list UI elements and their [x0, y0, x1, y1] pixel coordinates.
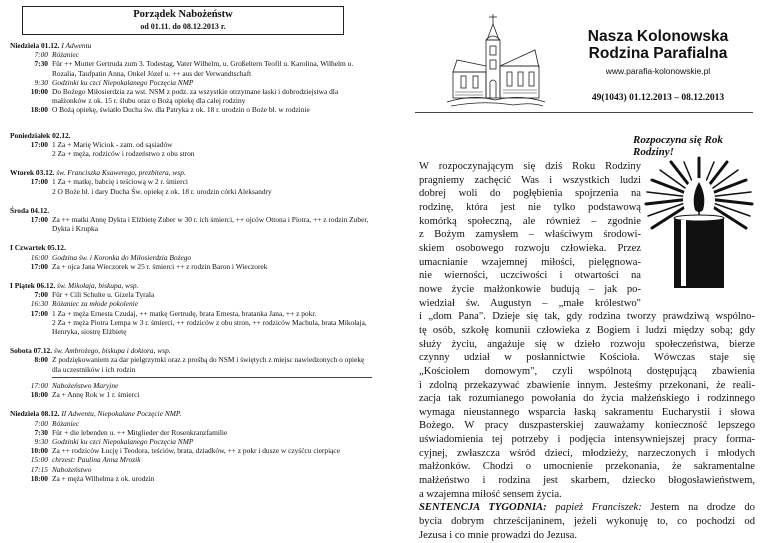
mass-entry — [10, 474, 372, 483]
mass-entry — [10, 290, 372, 299]
mass-time: 7:00 — [34, 418, 48, 428]
sentence-line-3: Jezusa i co mnie prowadzi do Jezusa. — [419, 529, 577, 541]
mass-entry — [10, 253, 372, 262]
mass-intention: Do Bożego Miłosierdzia za wst. NSM z podz. za wszystkie otrzymane łaski i dobrodziejstwa dla małżonków z ok. 15 r. ślubu oraz o Bożą opiekę dla całej rodziny — [52, 87, 339, 106]
mass-time: 10:00 — [30, 87, 48, 97]
day-date: Poniedziałek 02.12. — [10, 130, 71, 140]
article-body — [419, 160, 755, 542]
title-line-1: Nasza Kolonowska — [587, 28, 729, 45]
mass-intention: 2 Za + męża Piotra Lempa w 3 r. śmierci, ++ rodziców z obu stron, ++ rodziców Machula, brata Mikołaja, Henryka, siostrę Elżbietę — [52, 317, 367, 337]
mass-entry — [10, 437, 372, 446]
day-date: I Piątek 06.12. — [10, 281, 56, 291]
newsletter-title — [563, 28, 753, 62]
article-line: „Kościołem domowym", czyli wspólnotą dostępującą zbawienia — [419, 365, 755, 377]
mass-time: 17:00 — [30, 139, 48, 149]
mass-intention: Za ++ matki Annę Dykta i Elżbietę Zuber w 30 r. ich śmierci, ++ ojców Ottona i Piotra, ++ z rodzin Zuber, Dykta i Krupka — [52, 215, 369, 234]
mass-intention: Z podziękowaniem za dar pielgrzymki oraz z prośbą do NSM i świętych z miejsc nawiedzonych o opiekę dla uczestników i ich rodzin — [52, 355, 365, 374]
mass-time: 17:00 — [30, 380, 48, 390]
day-date: Niedziela 01.12. — [10, 41, 60, 50]
mass-intention: Za + ojca Jana Wieczorek w 25 r. śmierci ++ z rodzin Baron i Wieczorek — [52, 261, 268, 271]
mass-intention: chrzest: Paulina Anna Mrozik — [52, 455, 141, 465]
mass-entry — [10, 299, 372, 308]
mass-time: 17:00 — [30, 177, 48, 187]
article-line: Bożego. W pracy duszpasterskiej zauważamy konieczność lepszego — [419, 420, 755, 432]
mass-time: 16:30 — [30, 299, 48, 309]
masthead-divider — [415, 112, 753, 113]
sentence-line-2: bycia dobrym chrześcijaninem, jeżeli wykonuję to, co pochodzi od — [419, 516, 755, 528]
article-line: zacja tak rozumianego powołania do życia małżeńskiego i rodzinnego — [419, 393, 755, 405]
day-heading — [10, 168, 372, 177]
article-line: komórką społeczną, ale również – zgodnie — [419, 215, 641, 227]
article-line: a wzajemna miłość sensem życia. — [419, 488, 562, 500]
article-line: wiedział św. Augustyn – „małe królestwo" — [419, 297, 641, 309]
schedule-divider — [52, 377, 372, 378]
mass-intention: Godzinki ku czci Niepokalanego Poczęcia NMP — [52, 436, 194, 446]
mass-entry — [10, 50, 372, 59]
mass-time: 9:30 — [34, 77, 48, 87]
mass-entry — [10, 419, 372, 428]
day-heading — [10, 346, 372, 355]
mass-intention: Für ++ Mutter Gertruda zum 3. Todestag, Vater Wilhelm, u. Großeltern Teofil u. Karolina, Wilhelm u. Rozalia, Taufpatin Anna, Onkel Józef u. ++ aus der Verwandtschaft — [52, 59, 354, 78]
schedule-list — [10, 41, 372, 483]
mass-entry — [10, 355, 372, 373]
mass-intention: Różaniec — [52, 418, 80, 428]
mass-intention: 1 Za + męża Ernesta Czudaj, ++ matkę Gertrudę, brata Ernesta, bratanka Jana, ++ z pokr. — [52, 308, 317, 318]
mass-entry — [10, 105, 372, 114]
mass-entry — [10, 428, 372, 437]
article-heading: Rozpoczyna się Rok Rodziny! — [633, 134, 723, 158]
mass-time: 17:00 — [30, 215, 48, 225]
day-date: I Czwartek 05.12. — [10, 243, 66, 253]
mass-intention: 2 O Boże bł. i dary Ducha Św. opiekę z ok. 18 r. urodzin córki Aleksandry — [52, 186, 272, 196]
day-heading — [10, 206, 372, 215]
mass-entry — [10, 262, 372, 271]
day-heading — [10, 409, 372, 418]
mass-intention: 2 Za + męża, rodziców i rodzeństwo z obu stron — [52, 149, 195, 159]
mass-time: 17:00 — [30, 308, 48, 318]
mass-entry — [10, 390, 372, 399]
mass-entry — [10, 59, 372, 77]
schedule-day — [10, 243, 372, 271]
mass-schedule-column — [10, 6, 372, 483]
masthead — [395, 6, 758, 116]
article-text — [419, 160, 755, 501]
article-line: i zdolną przekazywać zbawienie innym. Jesteśmy przekonani, że reali- — [419, 379, 755, 391]
mass-entry — [10, 455, 372, 464]
title-line-2: Rodzina Parafialna — [588, 45, 728, 62]
mass-intention: O Bożą opiekę, światło Ducha św. dla Patryka z ok. 18 r. urodzin o Boże bł. w rodzinie — [52, 105, 310, 115]
mass-intention: Za + Annę Rok w 1 r. śmierci — [52, 390, 140, 400]
mass-time: 7:00 — [34, 290, 48, 300]
mass-entry — [10, 446, 372, 455]
article-line: służy życiu, angażuje się w dzieło rozwoju społeczeństwa, bierze — [419, 338, 755, 350]
mass-intention: Godzina św. i Koronka do Miłosierdzia Bożego — [52, 252, 192, 262]
article-line: tę osób, szkołę komunii człowieka z Bogiem i ludzi między sobą; gdy — [419, 324, 755, 336]
mass-time: 8:00 — [34, 355, 48, 365]
schedule-header — [22, 6, 344, 35]
article-line: rodzinę, która jest nie tylko podstawową — [419, 201, 641, 213]
schedule-day — [10, 281, 372, 336]
mass-intention: 1 Za + matkę, babcię i teściową w 2 r. śmierci — [52, 177, 188, 187]
mass-entry — [10, 78, 372, 87]
day-date: Sobota 07.12. — [10, 346, 53, 356]
article-line: małżonków. Chodzi o umocnienie przekonania, że sakramentalne — [419, 461, 755, 473]
day-feast: II Adwentu, Niepokalane Poczęcie NMP. — [61, 409, 182, 419]
article-line: z Bożym zamysłem – właściwym środowi- — [419, 229, 641, 241]
day-feast: św. Ambrożego, biskupa i doktora, wsp. — [53, 346, 171, 356]
day-heading — [10, 243, 372, 252]
article-line: małżeństwo i rodzina jest skarbem, dziecko błogosławieństwem, — [419, 475, 755, 487]
sentence-author: papież Franciszek: — [555, 502, 642, 514]
mass-time — [10, 318, 52, 336]
website-link[interactable]: www.parafia-kolonowskie.pl — [605, 66, 711, 76]
article-line: i „dom Pana". Dzieje się tak, gdy rodzina tworzy prawdziwą wspólno- — [419, 311, 755, 323]
article-line: skiem osobowego rozwoju człowieka. Przez — [419, 242, 641, 254]
schedule-day — [10, 41, 372, 115]
day-date: Wtorek 03.12. — [10, 168, 55, 178]
mass-intention: Za ++ rodziców Łucję i Teodora, teściów, brata, dziadków, ++ z pokr i dusze w czyśćcu cierpiące — [52, 446, 340, 456]
mass-entry — [10, 309, 372, 318]
article-line: W rozpoczynającym się dziś Roku Rodziny — [419, 161, 641, 172]
article-line: nie wierności, uczciwości i otwartości na — [419, 270, 641, 282]
mass-time: 18:00 — [30, 390, 48, 400]
day-heading — [10, 281, 372, 290]
article-line: czynny udział w posłannictwie Kościoła. Wówczas staje się — [419, 352, 755, 364]
day-feast: I Adwentu — [61, 41, 92, 50]
article-line: wymaga nieustannego wsparcia łaską sakramentu Eucharystii i słowa — [419, 406, 755, 418]
mass-time: 17:00 — [30, 261, 48, 271]
schedule-day — [10, 131, 372, 159]
mass-intention: Różaniec — [52, 50, 80, 60]
mass-time: 16:00 — [30, 252, 48, 262]
article-line: umacnianie wzajemnej miłości, pielęgnowa- — [419, 256, 641, 268]
mass-intention: 1 Za + Marię Wiciok - zam. od sąsiadów — [52, 139, 173, 149]
mass-entry — [10, 465, 372, 474]
sentence-text: Jestem na drodze do — [650, 502, 755, 514]
mass-time: 18:00 — [30, 105, 48, 115]
schedule-dates: od 01.11. do 08.12.2013 r. — [140, 22, 226, 31]
schedule-day — [10, 346, 372, 399]
day-feast: św. Franciszka Ksawerego, prezbitera, wsp. — [56, 168, 186, 178]
mass-intention: Różaniec za młode pokolenie — [52, 299, 138, 309]
mass-time: 18:00 — [30, 473, 48, 483]
mass-intention: Für + Cili Schulte u. Gizela Tyrala — [52, 290, 155, 300]
article-line: pragniemy zachęcić Was i wszystkich ludzi — [419, 174, 641, 186]
day-heading — [10, 131, 372, 140]
schedule-title: Porządek Nabożeństw — [133, 9, 233, 20]
article-line: uświadomienia tej potrzeby i podjęcia intensywniejszej pracy forma- — [419, 434, 755, 446]
mass-intention: Godzinki ku czci Niepokalanego Poczęcia NMP — [52, 77, 194, 87]
mass-entry — [10, 187, 372, 196]
sentence-line-1 — [419, 501, 755, 515]
sentence-label: SENTENCJA TYGODNIA: — [419, 502, 547, 514]
article-line: nowe życie małżonkowie budują – jak po- — [419, 283, 641, 295]
mass-intention: Nabożeństwo — [52, 464, 92, 474]
day-date: Środa 04.12. — [10, 205, 50, 215]
mass-intention: Nabożeństwo Maryjne — [52, 380, 119, 390]
mass-entry — [10, 140, 372, 149]
mass-time: 10:00 — [30, 446, 48, 456]
day-heading — [10, 41, 372, 50]
schedule-day — [10, 409, 372, 483]
mass-intention: Für + die lebenden u. ++ Mitglieder der Rosenkranzfamilie — [52, 427, 228, 437]
schedule-day — [10, 168, 372, 196]
mass-entry — [10, 381, 372, 390]
mass-time: 15:00 — [30, 455, 48, 465]
mass-time: 7:30 — [34, 427, 48, 437]
mass-time: 9:30 — [34, 436, 48, 446]
mass-time — [10, 149, 52, 158]
mass-time: 7:00 — [34, 50, 48, 60]
mass-entry — [10, 318, 372, 336]
mass-time: 17:15 — [30, 464, 48, 474]
article-line: dobrej woli do pogłębienia spojrzenia na — [419, 188, 641, 200]
mass-entry — [10, 149, 372, 158]
mass-entry — [10, 215, 372, 233]
day-feast: św. Mikołaja, biskupa, wsp. — [57, 281, 139, 291]
day-date: Niedziela 08.12. — [10, 409, 60, 419]
article-line: cyjnej, zwłaszcza wśród dzieci, młodzieży, narzeczonych i młodych — [419, 447, 755, 459]
issue-number: 49(1043) 01.12.2013 – 08.12.2013 — [591, 93, 725, 103]
mass-time: 7:30 — [34, 59, 48, 69]
mass-time — [10, 187, 52, 196]
newsletter-column — [395, 6, 758, 541]
schedule-day — [10, 206, 372, 234]
mass-intention: Za + męża Wilhelma z ok. urodzin — [52, 473, 155, 483]
mass-entry — [10, 177, 372, 186]
church-illustration — [443, 10, 548, 110]
mass-entry — [10, 87, 372, 105]
